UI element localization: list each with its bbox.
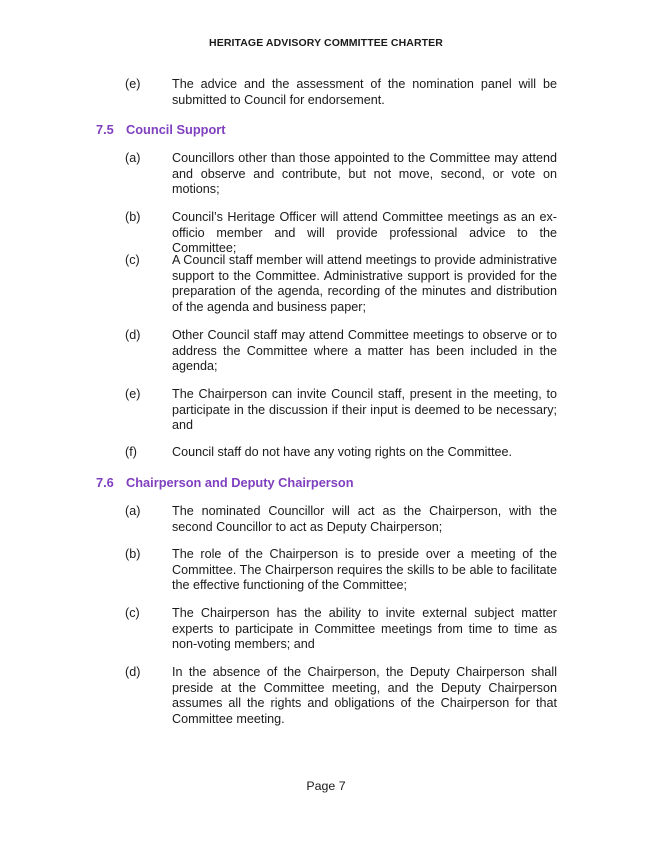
item-label: (d) (125, 665, 141, 679)
item-label: (b) (125, 210, 141, 224)
section-number: 7.5 (96, 122, 114, 137)
page-number: Page 7 (306, 779, 346, 793)
item-text: Other Council staff may attend Committee meetings to observe or to address the Committee where a matter has been included in the agenda; (172, 328, 557, 374)
item-label: (f) (125, 445, 137, 459)
section-title: Chairperson and Deputy Chairperson (126, 475, 354, 490)
list-item (125, 547, 557, 594)
item-label: (b) (125, 547, 141, 561)
item-text: Council staff do not have any voting rights on the Committee. (172, 445, 512, 459)
item-label: (c) (125, 606, 140, 620)
section-number: 7.6 (96, 475, 114, 490)
item-label: (c) (125, 253, 140, 267)
section-title: Council Support (126, 122, 226, 137)
item-text: The Chairperson can invite Council staff, present in the meeting, to participate in the discussion if their input is deemed to be necessary; and (172, 387, 557, 433)
list-item (125, 151, 557, 198)
item-text: The nominated Councillor will act as the Chairperson, with the second Councillor to act as Deputy Chairperson; (172, 504, 557, 534)
item-label: (a) (125, 504, 141, 518)
list-item (125, 665, 557, 727)
section-heading (96, 122, 226, 137)
item-text: Councillors other than those appointed to the Committee may attend and observe and contribute, but not move, second, or vote on motions; (172, 151, 557, 197)
item-text: In the absence of the Chairperson, the Deputy Chairperson shall preside at the Committee meeting, and the Deputy Chairperson assumes all the rights and obligations of the Chairperson for that Committee meeting. (172, 665, 557, 726)
item-text: The role of the Chairperson is to preside over a meeting of the Committee. The Chairperson requires the skills to be able to facilitate the effective functioning of the Committee; (172, 547, 557, 593)
list-item (125, 504, 557, 535)
document-header: HERITAGE ADVISORY COMMITTEE CHARTER (209, 37, 443, 49)
item-label: (a) (125, 151, 141, 165)
list-item (125, 606, 557, 653)
list-item (125, 328, 557, 375)
list-item (125, 445, 557, 461)
item-text: A Council staff member will attend meetings to provide administrative support to the Committee. Administrative support is provided for the preparation of the agenda, recording of the minutes and distribution of the agenda and business paper; (172, 253, 557, 314)
section-heading (96, 475, 354, 490)
item-text: The advice and the assessment of the nomination panel will be submitted to Council for endorsement. (172, 77, 557, 107)
list-item (125, 387, 557, 434)
item-text: Council’s Heritage Officer will attend Committee meetings as an ex-officio member and will provide professional advice to the Committee; (172, 210, 557, 256)
item-label: (d) (125, 328, 141, 342)
item-label: (e) (125, 77, 141, 91)
item-text: The Chairperson has the ability to invite external subject matter experts to participate in Committee meetings from time to time as non-voting members; and (172, 606, 557, 652)
list-item (125, 210, 557, 257)
list-item (125, 253, 557, 315)
list-item (125, 77, 557, 108)
item-label: (e) (125, 387, 141, 401)
